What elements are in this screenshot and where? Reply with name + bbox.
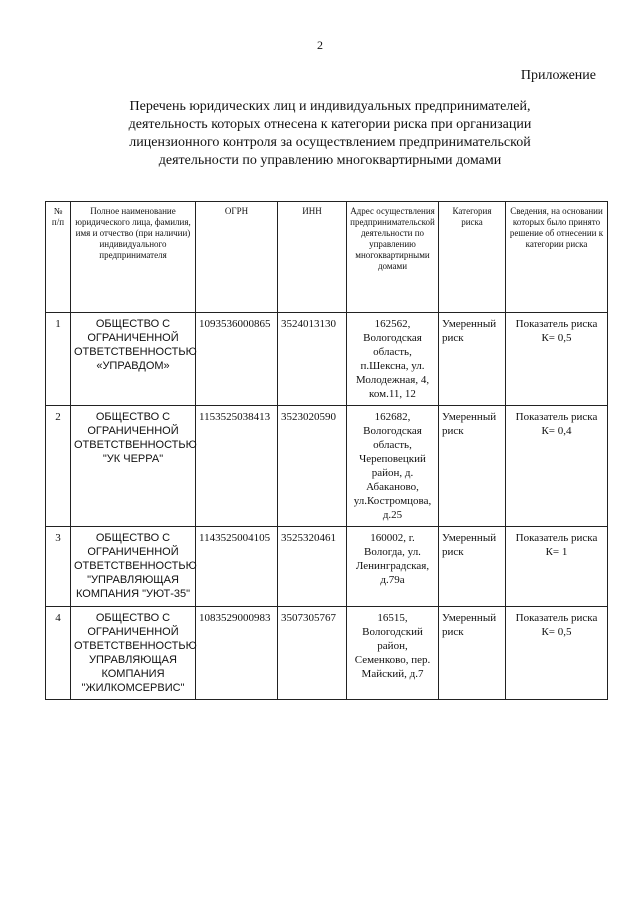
inn-value: 3523020590: [278, 406, 347, 527]
risk-info: Показатель риска К= 0,5: [506, 607, 608, 700]
inn-value: 3525320461: [278, 527, 347, 607]
ogrn-value: 1153525038413: [196, 406, 278, 527]
title-line: деятельность которых отнесена к категории риска при организации: [128, 117, 532, 132]
title-line: Перечень юридических лиц и индивидуальных предпринимателей,: [129, 99, 531, 114]
inn-value: 3507305767: [278, 607, 347, 700]
risk-category: Умеренный риск: [439, 313, 506, 406]
title-line: лицензионного контроля за осуществлением предпринимательской: [129, 135, 531, 150]
risk-category: Умеренный риск: [439, 527, 506, 607]
row-number: 1: [46, 313, 71, 406]
ogrn-value: 1143525004105: [196, 527, 278, 607]
header-info: Сведения, на основании которых было принято решение об отнесении к категории риска: [506, 202, 608, 313]
ogrn-value: 1093536000865: [196, 313, 278, 406]
address-value: 160002, г. Вологда, ул. Ленинградская, д.79а: [347, 527, 439, 607]
header-inn: ИНН: [278, 202, 347, 313]
header-name: Полное наименование юридического лица, фамилия, имя и отчество (при наличии) индивидуального предпринимателя: [71, 202, 196, 313]
company-name: ОБЩЕСТВО С ОГРАНИЧЕННОЙ ОТВЕТСТВЕННОСТЬЮ "УК ЧЕРРА": [71, 406, 196, 527]
row-number: 4: [46, 607, 71, 700]
table-row: [46, 527, 608, 607]
table-row: [46, 607, 608, 700]
address-value: 162562, Вологодская область, п.Шексна, ул. Молодежная, 4, ком.11, 12: [347, 313, 439, 406]
address-value: 16515, Вологодский район, Семенково, пер. Майский, д.7: [347, 607, 439, 700]
table-row: [46, 313, 608, 406]
header-ogrn: ОГРН: [196, 202, 278, 313]
row-number: 2: [46, 406, 71, 527]
company-name: ОБЩЕСТВО С ОГРАНИЧЕННОЙ ОТВЕТСТВЕННОСТЬЮ «УПРАВДОМ»: [71, 313, 196, 406]
risk-category: Умеренный риск: [439, 607, 506, 700]
table-row: [46, 406, 608, 527]
risk-category-table: [45, 201, 608, 700]
risk-info: Показатель риска К= 1: [506, 527, 608, 607]
company-name: ОБЩЕСТВО С ОГРАНИЧЕННОЙ ОТВЕТСТВЕННОСТЬЮ "УПРАВЛЯЮЩАЯ КОМПАНИЯ "УЮТ-35": [71, 527, 196, 607]
risk-info: Показатель риска К= 0,5: [506, 313, 608, 406]
appendix-label: Приложение: [520, 68, 596, 83]
risk-category: Умеренный риск: [439, 406, 506, 527]
header-address: Адрес осуществления предпринимательской деятельности по управлению многоквартирными домами: [347, 202, 439, 313]
title-line: деятельности по управлению многоквартирными домами: [158, 153, 502, 168]
page-number: 2: [317, 38, 323, 52]
document-title: [90, 98, 570, 170]
inn-value: 3524013130: [278, 313, 347, 406]
risk-info: Показатель риска К= 0,4: [506, 406, 608, 527]
row-number: 3: [46, 527, 71, 607]
header-category: Категория риска: [439, 202, 506, 313]
header-num: № п/п: [46, 202, 71, 313]
company-name: ОБЩЕСТВО С ОГРАНИЧЕННОЙ ОТВЕТСТВЕННОСТЬЮ УПРАВЛЯЮЩАЯ КОМПАНИЯ "ЖИЛКОМСЕРВИС": [71, 607, 196, 700]
address-value: 162682, Вологодская область, Череповецкий район, д. Абаканово, ул.Костромцова, д.25: [347, 406, 439, 527]
table-header-row: [46, 202, 608, 313]
ogrn-value: 1083529000983: [196, 607, 278, 700]
